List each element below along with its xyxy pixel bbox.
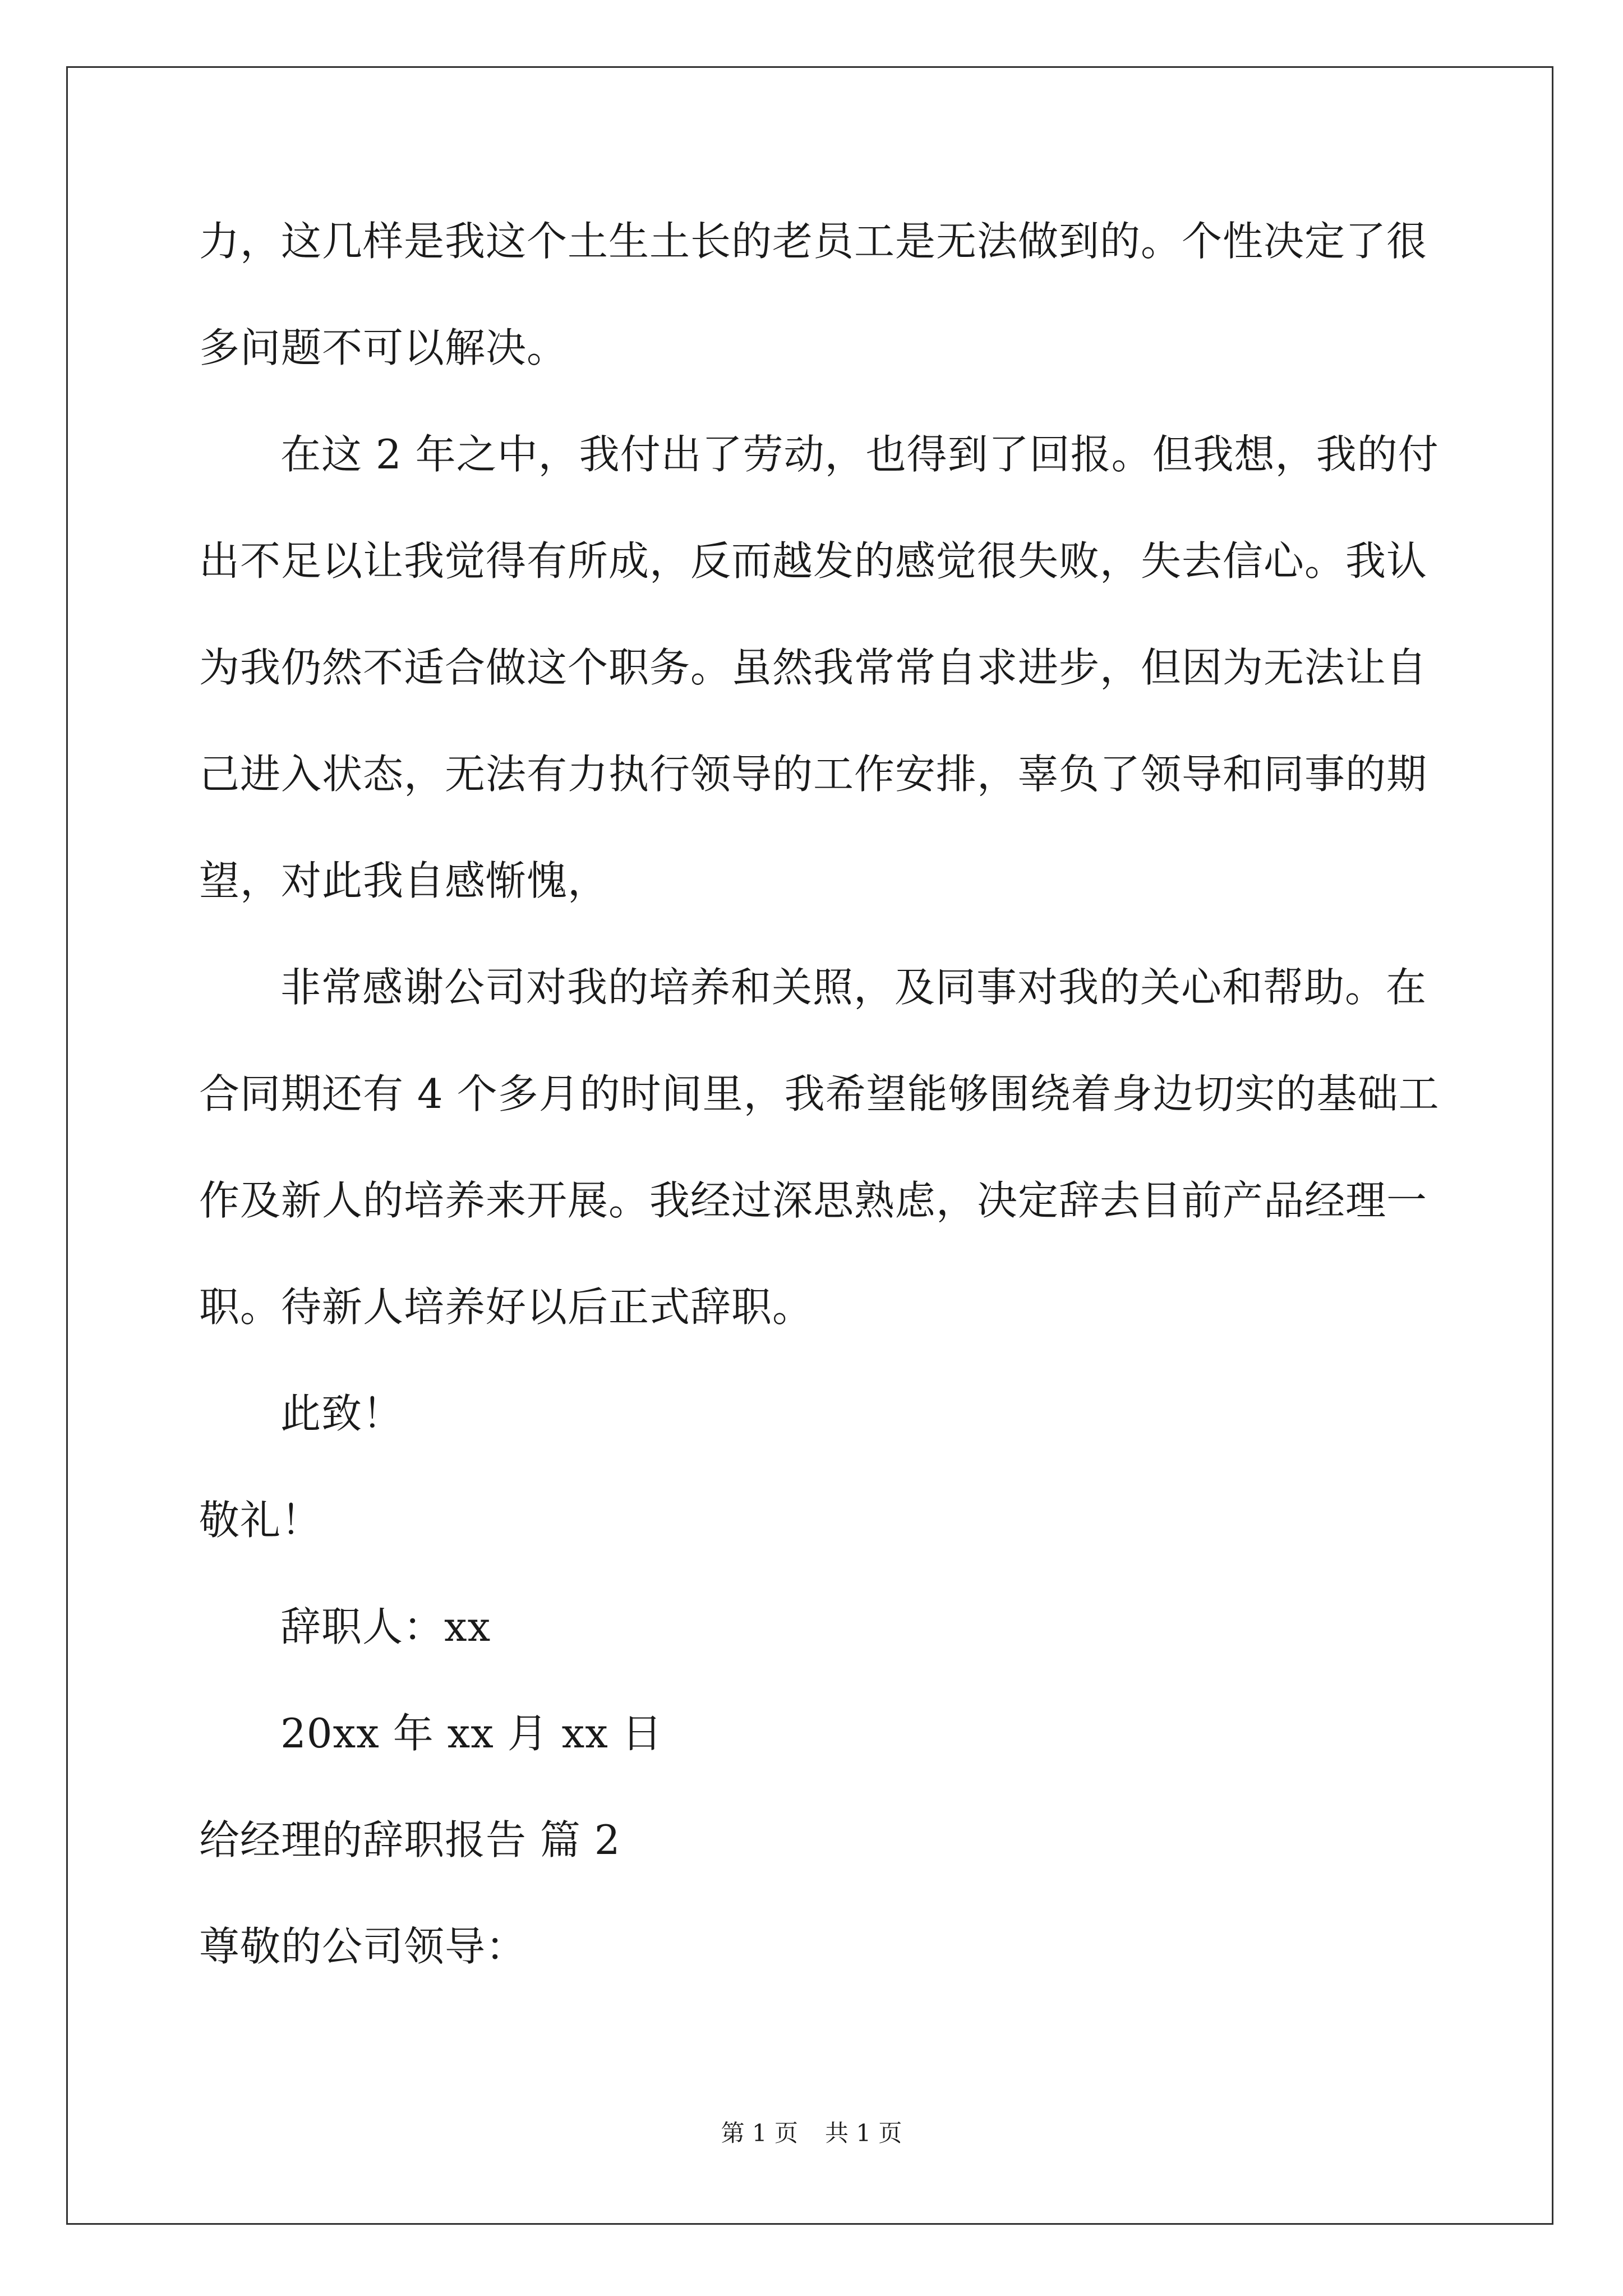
text-line: 出不足以让我觉得有所成，反而越发的感觉很失败，失去信心。我认 <box>199 537 1428 585</box>
salutation-line: 此致！ <box>280 1390 404 1437</box>
paragraph-start: 在这 2 年之中，我付出了劳动，也得到了回报。但我想，我的付 <box>280 431 1439 478</box>
page-number: 第 1 页 <box>721 2119 798 2147</box>
paragraph-start: 非常感谢公司对我的培养和关照，及同事对我的关心和帮助。在 <box>280 964 1427 1011</box>
text-line: 己进入状态，无法有力执行领导的工作安排，辜负了领导和同事的期 <box>199 751 1428 798</box>
text-line: 合同期还有 4 个多月的时间里，我希望能够围绕着身边切实的基础工 <box>199 1070 1440 1117</box>
signature-line: 辞职人：xx <box>280 1603 491 1650</box>
greeting-line: 尊敬的公司领导： <box>199 1923 527 1970</box>
section-heading: 给经理的辞职报告 篇 2 <box>199 1816 621 1864</box>
document-body <box>199 213 1440 2025</box>
salutation-line: 敬礼！ <box>199 1497 322 1544</box>
text-line: 望，对此我自感惭愧， <box>199 857 609 904</box>
text-line: 多问题不可以解决。 <box>199 324 568 371</box>
text-line: 为我仍然不适合做这个职务。虽然我常常自求进步，但因为无法让自 <box>199 644 1428 691</box>
page-total: 共 1 页 <box>825 2119 902 2147</box>
text-line: 职。待新人培养好以后正式辞职。 <box>199 1283 814 1331</box>
date-line: 20xx 年 xx 月 xx 日 <box>280 1710 663 1757</box>
page-footer <box>0 2119 1623 2147</box>
text-line: 力，这几样是我这个土生土长的老员工是无法做到的。个性决定了很 <box>199 218 1428 265</box>
text-line: 作及新人的培养来开展。我经过深思熟虑，决定辞去目前产品经理一 <box>199 1177 1428 1224</box>
